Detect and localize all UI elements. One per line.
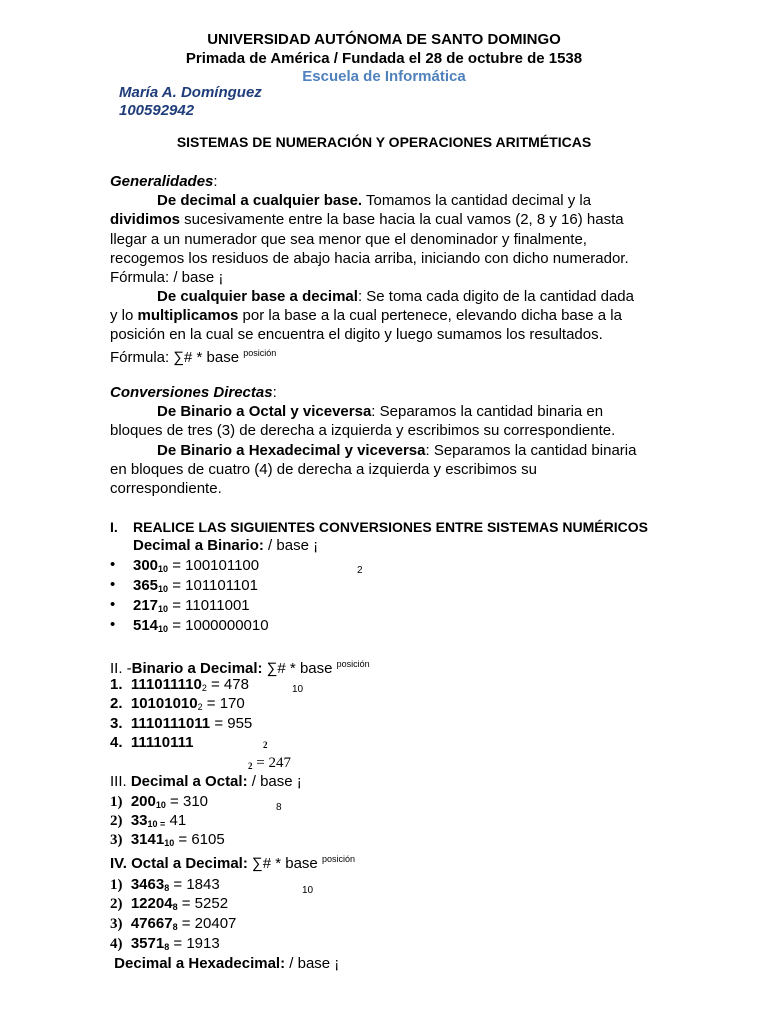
bullet-icon: • — [110, 596, 116, 613]
s4-item-4-num: 3571 — [130, 935, 165, 952]
s3-item-2-num: 33 — [130, 812, 148, 829]
s2-stray-2b: 2 — [248, 761, 253, 771]
s2-heading-rest: ∑# * base — [262, 660, 337, 677]
s4-item-4-result: = 1913 — [169, 935, 220, 952]
s3-item-3-num: 3141 — [130, 831, 165, 848]
s3-prefix: III. — [110, 773, 131, 790]
s1-item-3-result: = 11011001 — [168, 597, 250, 614]
s1-item-4-base: 10 — [158, 624, 169, 634]
s3-item-1-result: = 310 — [165, 793, 209, 810]
s2-item-3-idx: 3. — [110, 715, 123, 732]
conversiones-line-1 — [157, 402, 603, 421]
s2-item-1-idx: 1. — [110, 676, 123, 693]
generalidades-line-4: recogemos los residuos de abajo hacia arriba, iniciando con dicho numerador. — [110, 250, 629, 267]
s3-item-1-idx: 1) — [110, 794, 123, 810]
s4-item-3-idx: 3) — [110, 916, 123, 932]
university-name: UNIVERSIDAD AUTÓNOMA DE SANTO DOMINGO — [207, 31, 561, 48]
s3-item-3-base: 10 — [164, 838, 175, 848]
s1-item-4 — [133, 616, 269, 639]
s4-sup: posición — [321, 854, 355, 864]
gen-p2-bold: De cualquier base a decimal — [157, 288, 358, 305]
s2-sup: posición — [336, 659, 370, 669]
conv-p1-a: : Separamos la cantidad binaria en — [371, 403, 604, 420]
s2-item-1-num: 111011110 — [130, 676, 202, 693]
s1-item-1-num: 300 — [133, 557, 159, 574]
conversiones-line-2: bloques de tres (3) de derecha a izquierda y escribimos su correspondiente. — [110, 422, 616, 439]
s2-item-4 — [110, 733, 193, 756]
s1-item-1-base: 10 — [158, 564, 169, 574]
s4-item-2-num: 12204 — [130, 895, 173, 912]
bullet-icon: • — [110, 576, 116, 593]
s4-item-2-result: = 5252 — [177, 895, 229, 912]
s2-item-3-num: 1110111011 — [130, 715, 211, 732]
s4-item-4-idx: 4) — [110, 936, 123, 952]
gen-p1-bold: De decimal a cualquier base. — [157, 192, 363, 209]
s1-item-4-num: 514 — [133, 617, 159, 634]
section-4-stray-sub: 10 — [302, 885, 314, 896]
s4-item-1-result: = 1843 — [169, 876, 220, 893]
generalidades-heading-text: Generalidades — [110, 173, 214, 190]
s4-item-4-base: 8 — [164, 942, 170, 952]
s4-item-3-result: = 20407 — [177, 915, 237, 932]
generalidades-line-3: llegar a un numerador que sea menor que el denominador y finalmente, — [110, 231, 587, 248]
section-4-heading — [110, 850, 355, 873]
s1-sub-rest: / base ¡ — [263, 537, 319, 554]
section-2-stray-sub: 10 — [292, 684, 304, 695]
s3-item-2-result: 41 — [165, 812, 187, 829]
s2-item-2-num: 10101010 — [130, 695, 198, 712]
s3-item-2-base: 10 = — [147, 819, 166, 829]
s3-item-3-result: = 6105 — [174, 831, 225, 848]
s1-sub-bold: Decimal a Binario: — [133, 537, 264, 554]
s1-item-1-result: = 100101100 — [168, 557, 260, 574]
conversiones-line-3 — [157, 441, 636, 460]
s3-item-1-base: 10 — [155, 800, 166, 810]
s1-item-3-num: 217 — [133, 597, 159, 614]
conversiones-line-5: correspondiente. — [110, 480, 222, 497]
gen-p1-b: sucesivamente entre la base hacia la cual vamos (2, 8 y 16) hasta — [180, 211, 624, 228]
s4-item-2-base: 8 — [172, 902, 178, 912]
gen-p2-a: : Se toma cada digito de la cantidad dada — [357, 288, 634, 305]
s3-heading-rest: / base ¡ — [247, 773, 302, 790]
section-1-number: I. — [110, 519, 118, 535]
s4-heading-bold: IV. Octal a Decimal: — [110, 855, 248, 872]
s1-item-3-base: 10 — [158, 604, 169, 614]
s1-item-4-result: = 1000000010 — [168, 617, 269, 634]
gen-p2-b1: y lo — [110, 307, 138, 324]
generalidades-line-6 — [110, 306, 622, 325]
conversiones-heading: Conversiones Directas: — [110, 384, 277, 401]
gen-p2-b2: por la base a la cual pertenece, elevando dicha base a la — [238, 307, 622, 324]
s5-heading-rest: / base ¡ — [285, 955, 340, 972]
gen-p2-formula: Fórmula: ∑# * base — [110, 349, 244, 366]
s2-item-1-base: 2 — [201, 683, 207, 693]
s2-item-2-idx: 2. — [110, 695, 123, 712]
school-name: Escuela de Informática — [302, 68, 466, 85]
s3-item-1-num: 200 — [130, 793, 156, 810]
s4-item-1-base: 8 — [164, 883, 170, 893]
bullet-icon: • — [110, 616, 116, 633]
conv-p2-a: : Separamos la cantidad binaria — [425, 442, 637, 459]
s5-heading-bold: Decimal a Hexadecimal: — [114, 955, 286, 972]
s2-item-4-idx: 4. — [110, 734, 123, 751]
gen-p2-sup: posición — [243, 348, 277, 358]
generalidades-heading: Generalidades: — [110, 173, 218, 190]
section-1-heading: REALICE LAS SIGUIENTES CONVERSIONES ENTRE SISTEMAS NUMÉRICOS — [133, 519, 648, 535]
conv-p1-bold: De Binario a Octal y viceversa — [157, 403, 372, 420]
student-name: María A. Domínguez — [119, 84, 262, 101]
s2-item-2-base: 2 — [197, 702, 203, 712]
conversiones-heading-text: Conversiones Directas — [110, 384, 273, 401]
page-title: SISTEMAS DE NUMERACIÓN Y OPERACIONES ARITMÉTICAS — [176, 134, 592, 150]
s2-item-2-result: = 170 — [202, 695, 245, 712]
s2-item-3-result: = 955 — [210, 715, 253, 732]
section-3-stray-sub: 8 — [276, 802, 282, 813]
s1-item-2-result: = 101101101 — [168, 577, 258, 594]
s2-heading-bold: Binario a Decimal: — [131, 660, 263, 677]
gen-p1-bold2: dividimos — [110, 211, 181, 228]
section-3-heading — [110, 772, 302, 791]
s2-stray-2a: 2 — [263, 740, 268, 750]
s1-item-2-base: 10 — [158, 584, 169, 594]
s3-heading-bold: Decimal a Octal: — [130, 773, 248, 790]
s4-item-3-base: 8 — [172, 922, 178, 932]
s1-item-2-num: 365 — [133, 577, 159, 594]
bullet-icon: • — [110, 556, 116, 573]
s2-stray-result: = 247 — [252, 755, 291, 771]
s4-item-1-idx: 1) — [110, 877, 123, 893]
gen-p2-bold2: multiplicamos — [137, 307, 239, 324]
s4-item-3-num: 47667 — [130, 915, 173, 932]
conv-p2-bold: De Binario a Hexadecimal y viceversa — [157, 442, 426, 459]
s4-item-2-idx: 2) — [110, 896, 123, 912]
founded-line: Primada de América / Fundada el 28 de octubre de 1538 — [185, 50, 583, 67]
s4-heading-rest: ∑# * base — [247, 855, 322, 872]
s2-prefix: II. - — [110, 660, 132, 677]
generalidades-line-1 — [157, 191, 591, 210]
generalidades-line-2 — [110, 210, 624, 229]
gen-p1-a: Tomamos la cantidad decimal y la — [362, 192, 592, 209]
section-1-subheading — [133, 536, 318, 555]
s3-item-3-idx: 3) — [110, 832, 123, 848]
s2-item-4-num: 11110111 — [130, 734, 194, 751]
student-id: 100592942 — [119, 102, 195, 119]
s4-item-1-num: 3463 — [130, 876, 165, 893]
generalidades-formula-2 — [110, 344, 276, 367]
generalidades-line-7: posición en la cual se encuentra el digito y luego sumamos los resultados. — [110, 326, 603, 343]
section-1-stray-sub: 2 — [357, 565, 363, 576]
s2-item-1-result: = 478 — [206, 676, 249, 693]
generalidades-formula-1: Fórmula: / base ¡ — [110, 269, 224, 286]
generalidades-line-5 — [157, 287, 634, 306]
s3-item-2-idx: 2) — [110, 813, 123, 829]
conversiones-line-4: en bloques de cuatro (4) de derecha a izquierda y escribimos su — [110, 461, 537, 478]
section-5-heading — [110, 954, 339, 973]
